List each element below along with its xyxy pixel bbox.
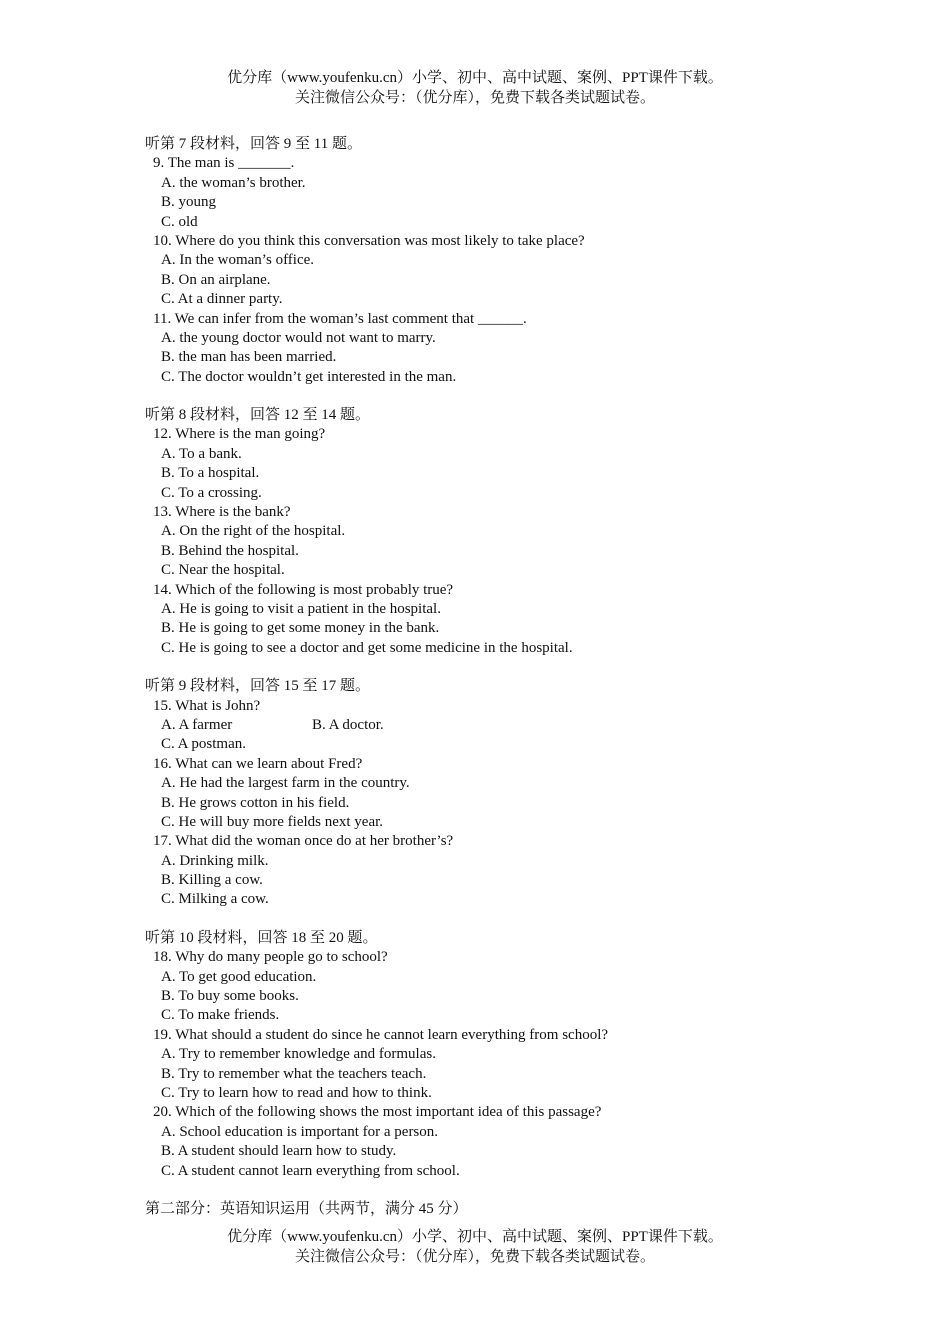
question-stem: 18. Why do many people go to school? <box>153 949 388 966</box>
question-stem: 12. Where is the man going? <box>153 426 326 443</box>
answer-option: B. Try to remember what the teachers teach. <box>161 1065 427 1082</box>
answer-option: A. Try to remember knowledge and formulas. <box>161 1046 436 1063</box>
section-title: 听第 7 段材料，回答 9 至 11 题。 <box>145 136 362 152</box>
question-stem: 19. What should a student do since he cannot learn everything from school? <box>153 1026 609 1043</box>
footer-wechat-text: 关注微信公众号：（优分库），免费下载各类试题试卷。 <box>294 1249 655 1265</box>
answer-option: C. old <box>161 213 198 230</box>
question-stem: 20. Which of the following shows the most important idea of this passage? <box>153 1104 602 1121</box>
answer-option: C. The doctor wouldn’t get interested in the man. <box>161 368 457 385</box>
header-wechat-line <box>0 88 950 108</box>
option-row <box>145 716 905 735</box>
question-stem: 11. We can infer from the woman’s last comment that ______. <box>153 310 527 327</box>
header-wechat-text: 关注微信公众号：（优分库），免费下载各类试题试卷。 <box>294 90 655 106</box>
answer-option: A. School education is important for a person. <box>161 1123 439 1140</box>
section-title: 听第 8 段材料，回答 12 至 14 题。 <box>145 407 371 424</box>
listening-section <box>145 929 905 1181</box>
answer-option: C. Near the hospital. <box>161 562 285 579</box>
question-stem: 17. What did the woman once do at her brother’s? <box>153 833 454 850</box>
answer-option: B. A doctor. <box>312 716 384 733</box>
part-two-title: 第二部分：英语知识运用（共两节，满分 45 分） <box>145 1200 468 1217</box>
answer-option: B. young <box>161 194 217 211</box>
answer-option: C. To make friends. <box>161 1007 280 1024</box>
answer-option: A. the young doctor would not want to marry. <box>161 329 436 346</box>
answer-option: A. Drinking milk. <box>161 852 269 869</box>
question-stem: 14. Which of the following is most probably true? <box>153 581 454 598</box>
answer-option: B. He is going to get some money in the bank. <box>161 620 440 637</box>
answer-option: A. To get good education. <box>161 968 317 985</box>
section-title: 听第 10 段材料，回答 18 至 20 题。 <box>145 929 378 946</box>
question-stem: 10. Where do you think this conversation was most likely to take place? <box>153 232 585 249</box>
answer-option: C. A student cannot learn everything from school. <box>161 1162 460 1179</box>
section-title: 听第 9 段材料，回答 15 至 17 题。 <box>145 678 371 695</box>
header-promo-text: 优分库（www.youfenku.cn）小学、初中、高中试题、案例、PPT课件下载。 <box>227 70 723 86</box>
exam-content <box>145 135 905 1219</box>
answer-option: B. To buy some books. <box>161 988 299 1005</box>
answer-option: B. To a hospital. <box>161 465 260 482</box>
listening-section <box>145 677 905 910</box>
answer-option: C. To a crossing. <box>161 484 262 501</box>
answer-option: A. A farmer <box>161 716 233 733</box>
answer-option: A. the woman’s brother. <box>161 174 306 191</box>
answer-option: B. He grows cotton in his field. <box>161 794 350 811</box>
answer-option: C. He will buy more fields next year. <box>161 813 384 830</box>
answer-option: B. Behind the hospital. <box>161 542 299 559</box>
answer-option: C. At a dinner party. <box>161 291 283 308</box>
answer-option: C. He is going to see a doctor and get some medicine in the hospital. <box>161 639 573 656</box>
header-promo-line <box>0 68 950 88</box>
question-stem: 9. The man is _______. <box>153 155 295 172</box>
question-stem: 15. What is John? <box>153 697 261 714</box>
footer-promo-text: 优分库（www.youfenku.cn）小学、初中、高中试题、案例、PPT课件下载。 <box>227 1229 723 1245</box>
answer-option: C. Milking a cow. <box>161 891 269 908</box>
footer-promo-line <box>0 1227 950 1247</box>
listening-section <box>145 406 905 658</box>
footer-wechat-line <box>0 1247 950 1267</box>
answer-option: A. He is going to visit a patient in the hospital. <box>161 600 441 617</box>
listening-section <box>145 135 905 387</box>
question-stem: 16. What can we learn about Fred? <box>153 755 363 772</box>
answer-option: C. Try to learn how to read and how to think. <box>161 1084 432 1101</box>
answer-option: A. On the right of the hospital. <box>161 523 346 540</box>
answer-option: A. To a bank. <box>161 445 242 462</box>
answer-option: B. the man has been married. <box>161 349 337 366</box>
answer-option: B. Killing a cow. <box>161 872 263 889</box>
answer-option: B. A student should learn how to study. <box>161 1143 397 1160</box>
answer-option: C. A postman. <box>161 736 247 753</box>
answer-option: A. He had the largest farm in the country. <box>161 775 410 792</box>
answer-option: B. On an airplane. <box>161 271 271 288</box>
question-stem: 13. Where is the bank? <box>153 504 291 521</box>
answer-option: A. In the woman’s office. <box>161 252 315 269</box>
